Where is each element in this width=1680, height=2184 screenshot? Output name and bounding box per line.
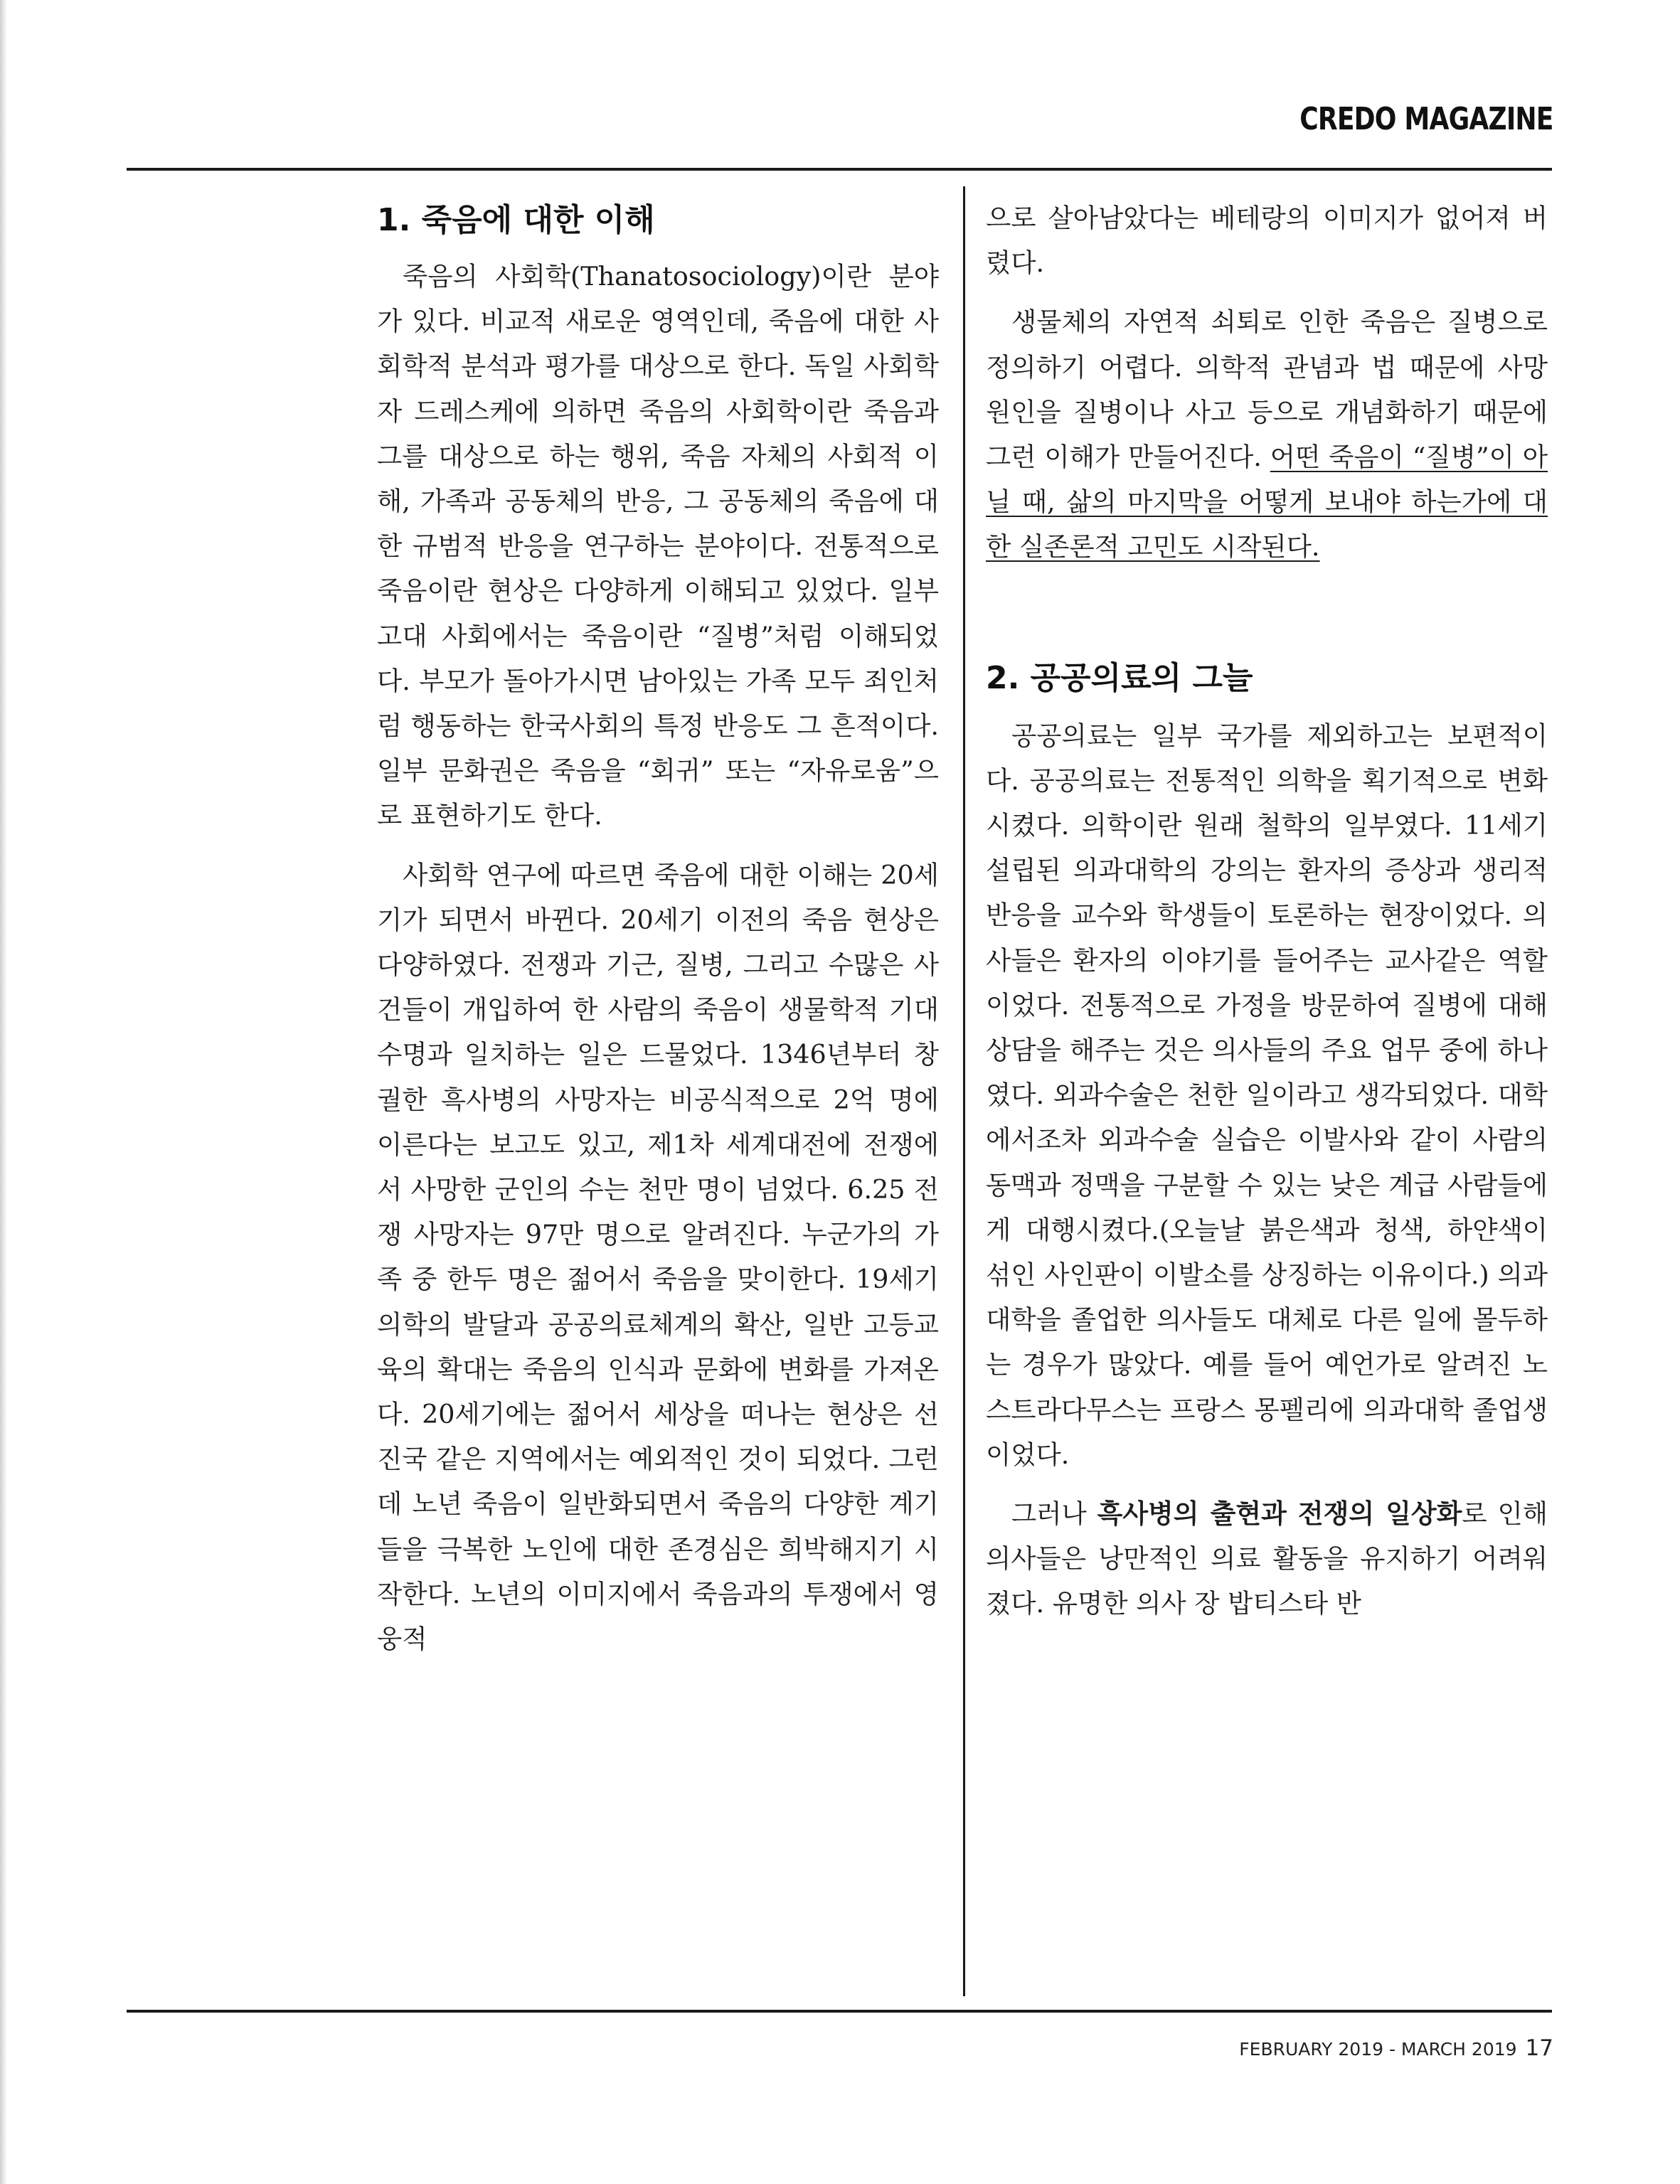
page-number: 17 — [1525, 2035, 1553, 2061]
page-edge-shadow — [0, 0, 7, 2184]
bold-emphasis: 흑사병의 출현과 전쟁의 일상화 — [1097, 1498, 1462, 1530]
paragraph-text: 생물체의 자연적 쇠퇴로 인한 죽음은 질병으로 정의하기 어렵다. 의학적 관념과 법 때문에 사망 원인을 질병이나 사고 등으로 개념화하기 때문에 그런 이해가 만들어진다. — [986, 307, 1548, 473]
magazine-title: CREDO MAGAZINE — [1299, 101, 1553, 137]
underlined-text: 어떤 죽음이 “질병”이 아닐 때, 삶의 마지막을 어떻게 보내야 하는가에 대한 실존론적 고민도 시작된다. — [986, 442, 1548, 563]
paragraph: 죽음의 사회학(Thanatosociology)이란 분야가 있다. 비교적 새로운 영역인데, 죽음에 대한 사회학적 분석과 평가를 대상으로 한다. 독일 사회학자 드레스케에 의하면 죽음의 사회학이란 죽음과 그를 대상으로 하는 행위, 죽음 자체의 사회적 이해, 가족과 공동체의 반응, 그 공동체의 죽음에 대한 규범적 반응을 연구하는 분야이다. 전통적으로 죽음이란 현상은 다양하게 이해되고 있었다. 일부 고대 사회에서는 죽음이란 “질병”처럼 이해되었다. 부모가 돌아가시면 남아있는 가족 모두 죄인처럼 행동하는 한국사회의 특정 반응도 그 흔적이다. 일부 문화권은 죽음을 “회귀” 또는 “자유로움”으로 표현하기도 한다. — [377, 261, 939, 831]
right-column — [986, 196, 1548, 1626]
paragraph: 공공의료는 일부 국가를 제외하고는 보편적이다. 공공의료는 전통적인 의학을 획기적으로 변화시켰다. 의학이란 원래 철학의 일부였다. 11세기 설립된 의과대학의 강의는 환자의 증상과 생리적 반응을 교수와 학생들이 토론하는 현장이었다. 의사들은 환자의 이야기를 들어주는 교사같은 역할이었다. 전통적으로 가정을 방문하여 질병에 대해 상담을 해주는 것은 의사들의 주요 업무 중에 하나였다. 외과수술은 천한 일이라고 생각되었다. 대학에서조차 외과수술 실습은 이발사와 같이 사람의 동맥과 정맥을 구분할 수 있는 낮은 계급 사람들에게 대행시켰다.(오늘날 붉은색과 청색, 하얀색이 섞인 사인판이 이발소를 상징하는 이유이다.) 의과대학을 졸업한 의사들도 대체로 다른 일에 몰두하는 경우가 많았다. 예를 들어 예언가로 알려진 노스트라다무스는 프랑스 몽펠리에 의과대학 졸업생이었다. — [986, 720, 1548, 1470]
left-column — [377, 196, 939, 1661]
section-heading-1: 1. 죽음에 대한 이해 — [377, 202, 655, 238]
paragraph-text: 그러나 — [1011, 1498, 1097, 1530]
section-heading-2: 2. 공공의료의 그늘 — [986, 659, 1253, 696]
footer-rule — [127, 2010, 1552, 2013]
paragraph — [986, 1491, 1548, 1626]
column-divider — [963, 186, 965, 1996]
paragraph: 으로 살아남았다는 베테랑의 이미지가 없어져 버렸다. — [986, 203, 1548, 279]
paragraph — [986, 299, 1548, 569]
issue-date: FEBRUARY 2019 - MARCH 2019 — [1239, 2039, 1517, 2060]
header-rule — [127, 168, 1552, 171]
paragraph-text: 로 인해 의사들은 낭만적인 의료 활동을 유지하기 어려워졌다. 유명한 의사 장 밥티스타 반 — [986, 1498, 1548, 1619]
paragraph: 사회학 연구에 따르면 죽음에 대한 이해는 20세기가 되면서 바뀐다. 20세기 이전의 죽음 현상은 다양하였다. 전쟁과 기근, 질병, 그리고 수많은 사건들이 개입하여 한 사람의 죽음이 생물학적 기대수명과 일치하는 일은 드물었다. 1346년부터 창궐한 흑사병의 사망자는 비공식적으로 2억 명에 이른다는 보고도 있고, 제1차 세계대전에 전쟁에서 사망한 군인의 수는 천만 명이 넘었다. 6.25 전쟁 사망자는 97만 명으로 알려진다. 누군가의 가족 중 한두 명은 젊어서 죽음을 맞이한다. 19세기 의학의 발달과 공공의료체계의 확산, 일반 고등교육의 확대는 죽음의 인식과 문화에 변화를 가져온다. 20세기에는 젊어서 세상을 떠나는 현상은 선진국 같은 지역에서는 예외적인 것이 되었다. 그런데 노년 죽음이 일반화되면서 죽음의 다양한 계기들을 극복한 노인에 대한 존경심은 희박해지기 시작한다. 노년의 이미지에서 죽음과의 투쟁에서 영웅적 — [377, 859, 939, 1655]
page-footer — [1239, 2035, 1553, 2061]
